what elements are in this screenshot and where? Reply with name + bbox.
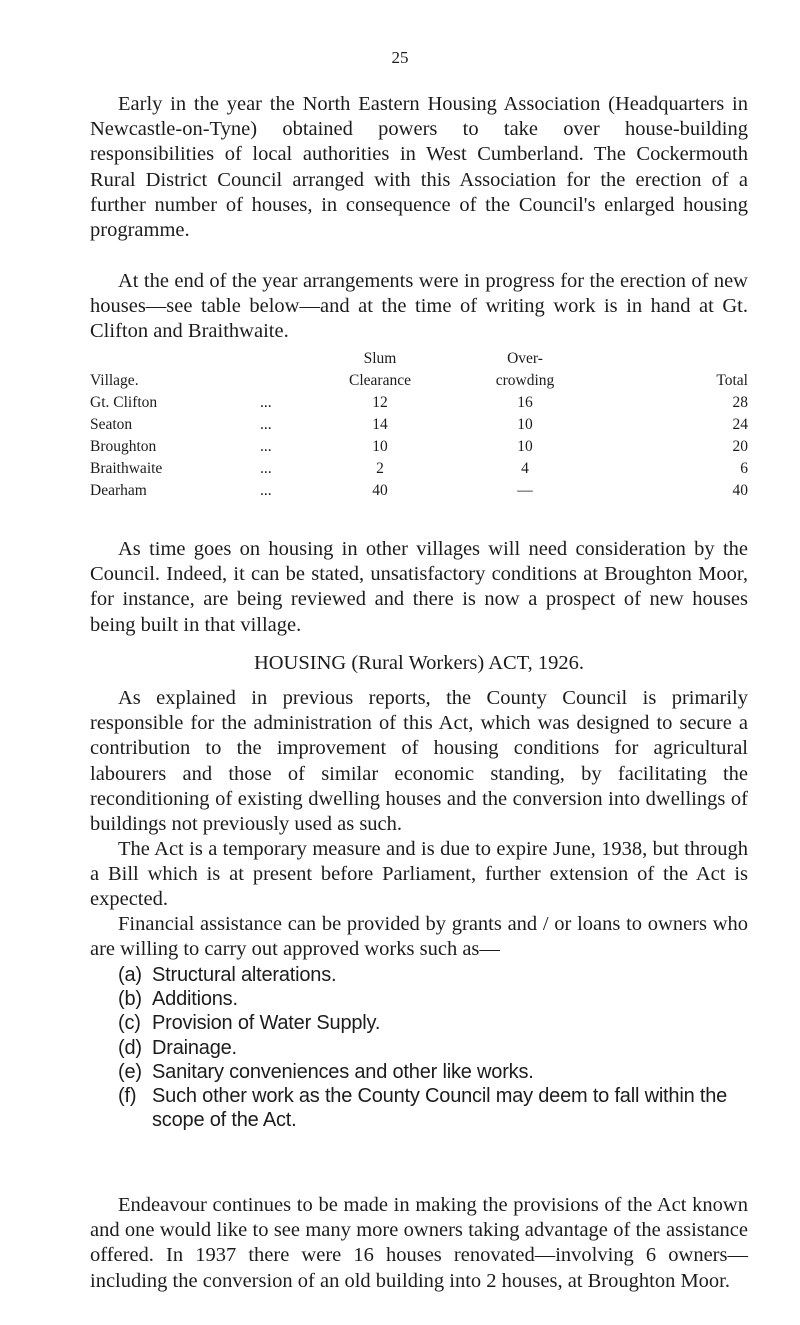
cell-total: 24: [732, 416, 748, 433]
list-item: [118, 1036, 750, 1060]
table-row: [90, 414, 748, 436]
paragraph-endeavour: Endeavour continues to be made in making the provisions of the Act known and one would like to see many more owners taking advantage of the assistance offered. In 1937 there were 16 houses renovated—involving 6 owners—including the conversion of an old building into 2 houses, at Broughton Moor.: [90, 1194, 748, 1292]
header-overcrowding: Over- crowding: [495, 350, 555, 389]
cell-over: 16: [517, 394, 533, 411]
cell-dots: ...: [260, 482, 272, 499]
list-text: Provision of Water Supply.: [152, 1012, 381, 1035]
list-text: Structural alterations.: [152, 964, 337, 986]
section-heading: HOUSING (Rural Workers) ACT, 1926.: [253, 652, 585, 674]
table-row: [90, 480, 748, 502]
cell-slum: 40: [372, 482, 388, 499]
paragraph-association: Early in the year the North Eastern Housing Association (Headquarters in Newcastle-on-Tyne) obtained powers to take over house-building responsibilities of local authorities in West Cumberland. The Cockermouth Rural District Council arranged with this Association for the erection of a further number of houses, in consequence of the Council's enlarged housing programme.: [90, 93, 748, 242]
cell-total: 40: [732, 482, 748, 499]
cell-dots: ...: [260, 394, 272, 411]
list-text: Such other work as the County Council may deem to fall within the scope of the Act.: [152, 1085, 728, 1132]
table-header-row: [90, 348, 748, 392]
list-label: (c): [118, 1012, 141, 1035]
cell-slum: 14: [372, 416, 388, 433]
list-text: Drainage.: [152, 1036, 237, 1059]
housing-table: [90, 348, 748, 502]
works-list: [118, 963, 750, 1132]
cell-total: 28: [732, 394, 748, 411]
list-label: (a): [118, 964, 142, 986]
list-item: [118, 1060, 750, 1084]
page-number: 25: [391, 48, 409, 67]
list-label: (f): [118, 1085, 137, 1108]
table-row: [90, 436, 748, 458]
table-row: [90, 392, 748, 414]
header-total: Total: [716, 372, 748, 389]
paragraph-act-explanation: As explained in previous reports, the County Council is primarily responsible for the administration of this Act, which was designed to secure a contribution to the improvement of housing conditions for agricultural labourers and those of similar economic standing, by facilitating the reconditioning of existing dwelling houses and the conversion into dwellings of buildings not previously used as such.: [90, 687, 748, 836]
paragraph-other-villages: As time goes on housing in other villages will need consideration by the Council. Indeed, it can be stated, unsatisfactory conditions at Broughton Moor, for instance, are being reviewed and there is now a prospect of new houses being built in that village.: [90, 538, 748, 636]
paragraph-act-expiry: The Act is a temporary measure and is due to expire June, 1938, but through a Bill which is at present before Parliament, further extension of the Act is expected.: [90, 838, 748, 911]
list-text: Sanitary conveniences and other like works.: [152, 1060, 534, 1083]
paragraph-financial-assistance: Financial assistance can be provided by grants and / or loans to owners who are willing to carry out approved works such as—: [90, 913, 748, 961]
cell-over: 4: [521, 460, 529, 477]
cell-slum: 2: [376, 460, 384, 477]
list-item: [118, 963, 750, 987]
cell-over: 10: [517, 416, 533, 433]
cell-over: 10: [517, 438, 533, 455]
cell-dots: ...: [260, 438, 272, 455]
list-label: (b): [118, 988, 142, 1011]
cell-slum: 10: [372, 438, 388, 455]
cell-village: Braithwaite: [90, 460, 163, 477]
list-label: (d): [118, 1036, 142, 1059]
list-item: [118, 1084, 750, 1132]
list-text: Additions.: [152, 988, 238, 1011]
cell-village: Gt. Clifton: [90, 394, 158, 411]
cell-over: —: [517, 482, 533, 499]
cell-village: Broughton: [90, 438, 157, 455]
header-slum-clearance: Slum Clearance: [349, 350, 411, 389]
cell-total: 6: [740, 460, 748, 477]
cell-total: 20: [732, 438, 748, 455]
cell-dots: ...: [260, 460, 272, 477]
cell-dots: ...: [260, 416, 272, 433]
cell-village: Seaton: [90, 416, 133, 433]
list-label: (e): [118, 1060, 142, 1083]
table-row: [90, 458, 748, 480]
paragraph-arrangements: At the end of the year arrangements were in progress for the erection of new houses—see table below—and at the time of writing work is in hand at Gt. Clifton and Braithwaite.: [90, 270, 748, 343]
list-item: [118, 987, 750, 1011]
cell-slum: 12: [372, 394, 388, 411]
list-item: [118, 1011, 750, 1035]
cell-village: Dearham: [90, 482, 147, 499]
header-village: Village.: [90, 372, 139, 389]
